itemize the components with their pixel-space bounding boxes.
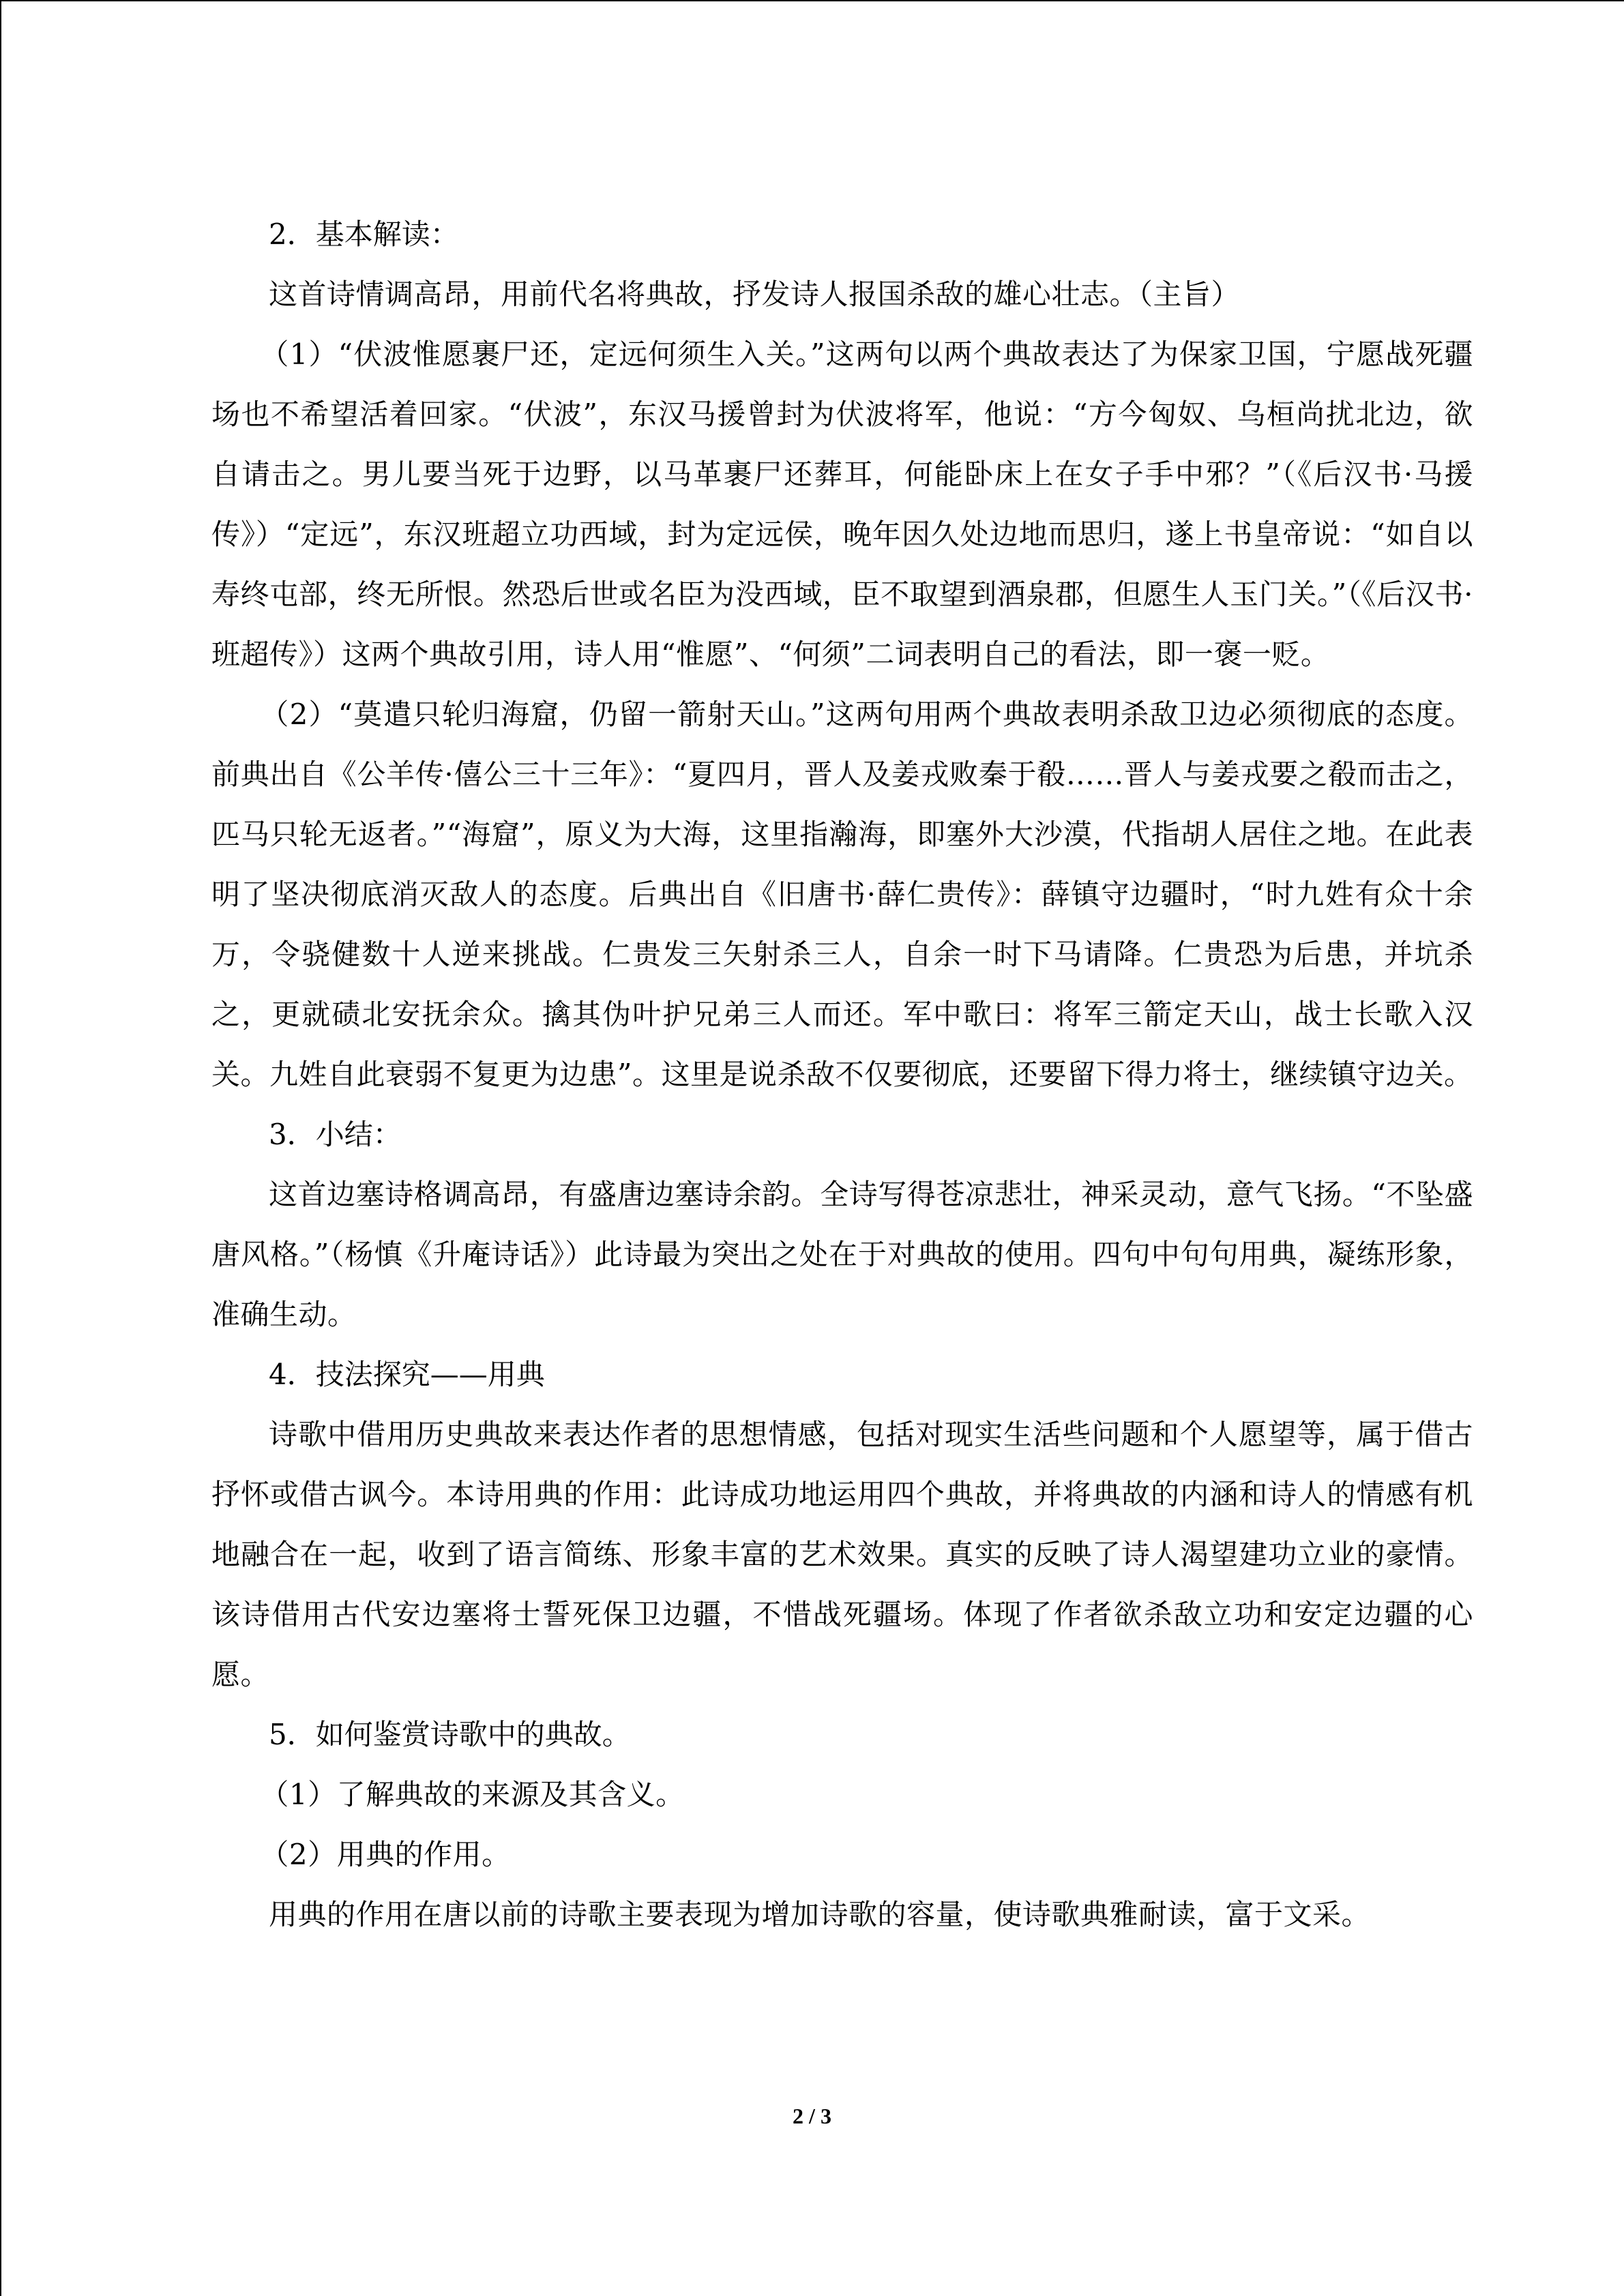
section-heading-basic-reading: 2．基本解读： (269, 218, 459, 251)
paragraph-summary: 这首边塞诗格调高昂，有盛唐边塞诗余韵。全诗写得苍凉悲壮，神采灵动，意气飞扬。“不坠盛唐风格。”（杨慎《升庵诗话》）此诗最为突出之处在于对典故的使用。四句中句句用典，凝练形象，准确生动。 (211, 1178, 1473, 1331)
paragraph-point-1: （1）“伏波惟愿裹尸还，定远何须生入关。”这两句以两个典故表达了为保家卫国，宁愿战死疆场也不希望活着回家。“伏波”，东汉马援曾封为伏波将军，他说：“方今匈奴、乌桓尚扰北边，欲自请击之。男儿要当死于边野，以马革裹尸还葬耳，何能卧床上在女子手中邪？”（《后汉书·马援传》）“定远”，东汉班超立功西域，封为定远侯，晚年因久处边地而思归，遂上书皇帝说：“如自以寿终屯部，终无所恨。然恐后世或名臣为没西域，臣不取望到酒泉郡，但愿生人玉门关。”（《后汉书·班超传》）这两个典故引用，诗人用“惟愿”、“何须”二词表明自己的看法，即一褒一贬。 (211, 338, 1473, 671)
page-number: 2 / 3 (793, 2104, 831, 2128)
paragraph-technique: 诗歌中借用历史典故来表达作者的思想情感，包括对现实生活些问题和个人愿望等，属于借古抒怀或借古讽今。本诗用典的作用：此诗成功地运用四个典故，并将典故的内涵和诗人的情感有机地融合在一起，收到了语言简练、形象丰富的艺术效果。真实的反映了诗人渴望建功立业的豪情。该诗借用古代安边塞将士誓死保卫边疆，不惜战死疆场。体现了作者欲杀敌立功和安定边疆的心愿。 (211, 1418, 1473, 1691)
paragraph-theme: 这首诗情调高昂，用前代名将典故，抒发诗人报国杀敌的雄心壮志。（主旨） (269, 278, 1241, 311)
paragraph-function: 用典的作用在唐以前的诗歌主要表现为增加诗歌的容量，使诗歌典雅耐读，富于文采。 (269, 1898, 1371, 1931)
section-heading-summary: 3．小结： (269, 1118, 402, 1151)
document-body (211, 205, 1473, 1945)
list-item-source: （1）了解典故的来源及其含义。 (260, 1778, 685, 1811)
section-heading-appreciation: 5．如何鉴赏诗歌中的典故。 (269, 1718, 631, 1751)
list-item-function: （2）用典的作用。 (260, 1838, 511, 1871)
paragraph-point-2: （2）“莫遣只轮归海窟，仍留一箭射天山。”这两句用两个典故表明杀敌卫边必须彻底的态度。前典出自《公羊传·僖公三十三年》：“夏四月，晋人及姜戎败秦于殽……晋人与姜戎要之殽而击之，匹马只轮无返者。”“海窟”，原义为大海，这里指瀚海，即塞外大沙漠，代指胡人居住之地。在此表明了坚决彻底消灭敌人的态度。后典出自《旧唐书·薛仁贵传》：薛镇守边疆时，“时九姓有众十余万，令骁健数十人逆来挑战。仁贵发三矢射杀三人，自余一时下马请降。仁贵恐为后患，并坑杀之，更就碛北安抚余众。擒其伪叶护兄弟三人而还。军中歌曰：将军三箭定天山，战士长歌入汉关。九姓自此衰弱不复更为边患”。这里是说杀敌不仅要彻底，还要留下得力将士，继续镇守边关。 (211, 698, 1473, 1091)
section-heading-technique: 4．技法探究——用典 (269, 1358, 545, 1391)
